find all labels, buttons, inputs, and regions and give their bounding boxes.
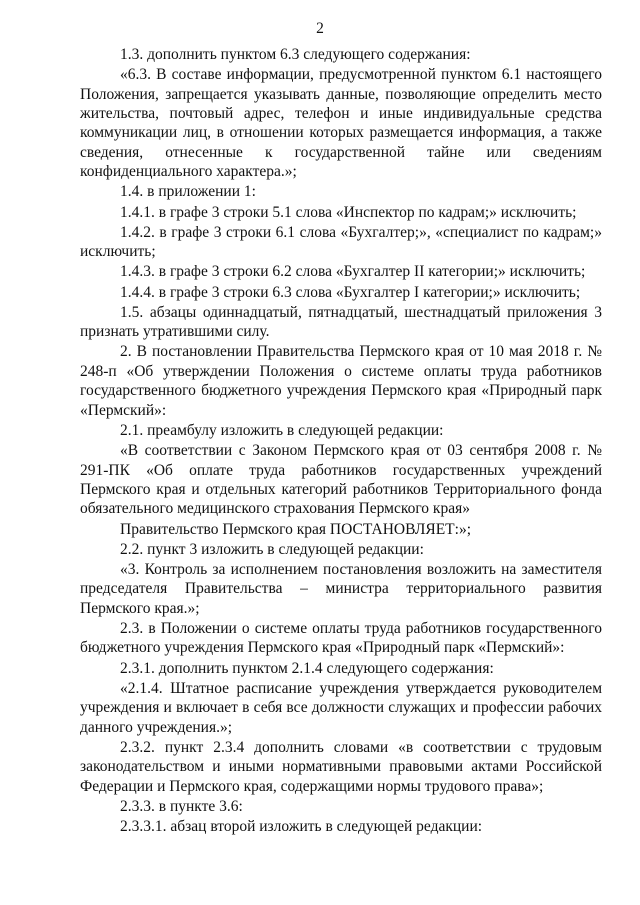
document-body	[80, 45, 602, 836]
paragraph-1-4-3: 1.4.3. в графе 3 строки 6.2 слова «Бухгалтер II категории;» исключить;	[120, 263, 586, 281]
paragraph-1-4-1: 1.4.1. в графе 3 строки 5.1 слова «Инспектор по кадрам;» исключить;	[120, 203, 577, 221]
paragraph-1-4-4: 1.4.4. в графе 3 строки 6.3 слова «Бухгалтер I категории;» исключить;	[120, 283, 581, 301]
paragraph-1-4-2: 1.4.2. в графе 3 строки 6.1 слова «Бухгалтер;», «специалист по кадрам;» исключить;	[80, 223, 602, 261]
paragraph-1-4: 1.4. в приложении 1:	[120, 183, 256, 201]
paragraph-3-quote: «3. Контроль за исполнением постановления возложить на заместителя председателя Правительства – министра территориального развития Пермского края.»;	[80, 560, 602, 617]
paragraph-6-3-quote: «6.3. В составе информации, предусмотренной пунктом 6.1 настоящего Положения, запрещается указывать данные, позволяющие определить место жительства, почтовый адрес, телефон и иные индивидуальные средства коммуникации лиц, в отношении которых размещается информация, а также сведения, отнесенные к государственной тайне или сведениям конфиденциального характера.»;	[80, 66, 602, 181]
paragraph-2-3-1: 2.3.1. дополнить пунктом 2.1.4 следующего содержания:	[120, 659, 494, 677]
page-number: 2	[316, 20, 324, 37]
paragraph-2-3-3: 2.3.3. в пункте 3.6:	[120, 797, 243, 815]
paragraph-postanovlyaet: Правительство Пермского края ПОСТАНОВЛЯЕТ:»;	[120, 520, 472, 538]
paragraph-preamble-quote: «В соответствии с Законом Пермского края от 03 сентября 2008 г. № 291-ПК «Об оплате труда работников государственных учреждений Пермского края и отдельных категорий работников Территориального фонда обязательного медицинского страхования Пермского края»	[80, 442, 602, 518]
paragraph-1-5: 1.5. абзацы одиннадцатый, пятнадцатый, шестнадцатый приложения 3 признать утратившими силу.	[80, 303, 602, 341]
paragraph-2-1: 2.1. преамбулу изложить в следующей редакции:	[120, 421, 444, 439]
paragraph-2-3-3-1: 2.3.3.1. абзац второй изложить в следующей редакции:	[120, 817, 483, 835]
paragraph-1-3: 1.3. дополнить пунктом 6.3 следующего содержания:	[120, 46, 471, 63]
paragraph-2-3-2: 2.3.2. пункт 2.3.4 дополнить словами «в соответствии с трудовым законодательством и иными нормативными правовыми актами Российской Федерации и Пермского края, содержащими нормы трудового права»;	[80, 738, 602, 795]
paragraph-2: 2. В постановлении Правительства Пермского края от 10 мая 2018 г. № 248-п «Об утверждении Положения о системе оплаты труда работников государственного бюджетного учреждения Пермского края «Природный парк «Пермский»:	[80, 343, 602, 419]
paragraph-2-1-4-quote: «2.1.4. Штатное расписание учреждения утверждается руководителем учреждения и включает в себя все должности служащих и профессии рабочих данного учреждения.»;	[80, 679, 602, 736]
paragraph-2-2: 2.2. пункт 3 изложить в следующей редакции:	[120, 540, 424, 558]
paragraph-2-3: 2.3. в Положении о системе оплаты труда работников государственного бюджетного учреждения Пермского края «Природный парк «Пермский»:	[80, 619, 602, 657]
